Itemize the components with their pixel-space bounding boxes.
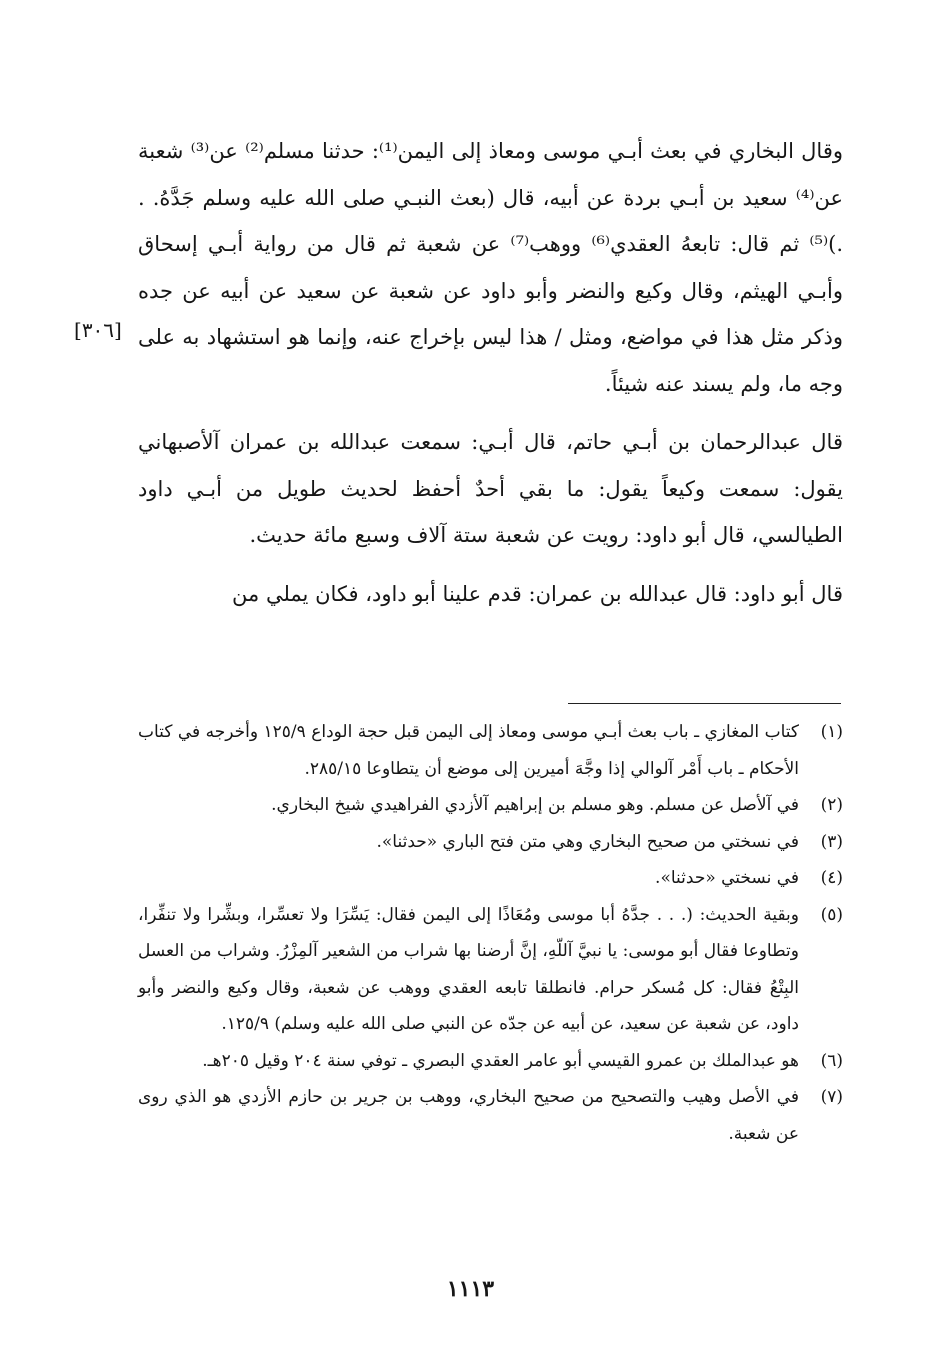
footnote-number: (٤) (820, 868, 843, 888)
footnote (138, 897, 843, 1043)
footnote-number: (٣) (820, 831, 843, 852)
footnote-number: (٧) (820, 1087, 843, 1107)
footnote-text: كتاب المغازي ـ باب بعث أبـي موسى ومعاذ إلى اليمن قبل حجة الوداع ١٢٥/٩ وأخرجه في كتاب الأحكام ـ باب أَمْر آلوالي إذا وجَّهَ أميرين إلى موضع أن يتطاوعا ٢٨٥/١٥. (138, 722, 799, 779)
main-text (138, 128, 843, 617)
footnotes (138, 714, 843, 1152)
footnote-number: (١) (820, 722, 843, 742)
footnote (138, 714, 843, 787)
footnote-separator (568, 703, 841, 704)
footnote (138, 1079, 843, 1152)
footnote-number: (٢) (820, 795, 843, 815)
margin-page-reference: [٣٠٦] (74, 318, 122, 342)
footnote-text: وبقية الحديث: (. . . جدَّهُ أبا موسى ومُعَاذًا إلى اليمن فقال: يَسِّرَا ولا تعسِّرا، وبشِّرا ولا تنفِّرا، وتطاوعا فقال أبو موسى: يا نبيَّ آللّهِ، إنَّ أرضنا بها شراب من الشعير آلمِزْرُ. وشراب من العسل البِتْعُ فقال: كل مُسكر حرام. فانطلقا تابعه العقدي ووهب عن شعبة، وقال وكيع والنضر وأبو داود، عن شعبة عن سعيد، عن أبيه عن جدّه عن النبي صلى الله عليه وسلم) ١٢٥/٩. (138, 904, 799, 1034)
paragraph-3: قال أبو داود: قال عبدالله بن عمران: قدم علينا أبو داود، فكان يملي من (232, 581, 843, 606)
footnote-text: في آلأصل عن مسلم. وهو مسلم بن إبراهيم آلأزدي الفراهيدي شيخ البخاري. (271, 795, 799, 815)
paragraph-2: قال عبدالرحمان بن أبـي حاتم، قال أبـي: سمعت عبدالله بن عمران آلأصبهاني يقول: سمعت وكيعاً يقول: ما بقي أحدٌ أحفظ لحديث طويل من أبـي داود الطيالسي، قال أبو داود: رويت عن شعبة ستة آلاف وسبع مائة حديث. (138, 430, 843, 547)
footnote (138, 1043, 843, 1080)
footnote-text: في الأصل وهيب والتصحيح من صحيح البخاري، ووهب بن جرير بن حازم الأزدي هو الذي روى عن شعبة. (138, 1087, 799, 1144)
footnote-text: في نسختي من صحيح البخاري وهي متن فتح الباري «حدثنا». (376, 831, 799, 852)
footnote (138, 824, 843, 861)
page-number: ١١١٣ (446, 1276, 495, 1302)
footnote (138, 860, 843, 897)
footnote-number: (٥) (820, 904, 843, 925)
footnote-number: (٦) (820, 1050, 843, 1071)
footnote-text: هو عبدالملك بن عمرو القيسي أبو عامر العقدي البصري ـ توفي سنة ٢٠٤ وقيل ٢٠٥هـ. (202, 1050, 799, 1071)
paragraph-1: وقال البخاري في بعث أبـي موسى ومعاذ إلى اليمن⁽¹⁾: حدثنا مسلم⁽²⁾ عن⁽³⁾ شعبة عن⁽⁴⁾ سعيد بن أبـي بردة عن أبيه، قال (بعث النبـي صلى الله عليه وسلم جَدَّهُ. . .)⁽⁵⁾ ثم قال: تابعهُ العقدي⁽⁶⁾ ووهب⁽⁷⁾ عن شعبة ثم قال من رواية أبـي إسحاق وأبـي الهيثم، وقال وكيع والنضر وأبو داود عن شعبة عن سعيد عن أبيه عن جده وذكر مثل هذا في مواضع، ومثل / هذا ليس بإخراج عنه، وإنما هو استشهاد به على وجه ما، ولم يسند عنه شيئاً. (138, 139, 843, 396)
footnote-text: في نسختي «حدثنا». (655, 868, 799, 888)
footnote (138, 787, 843, 824)
